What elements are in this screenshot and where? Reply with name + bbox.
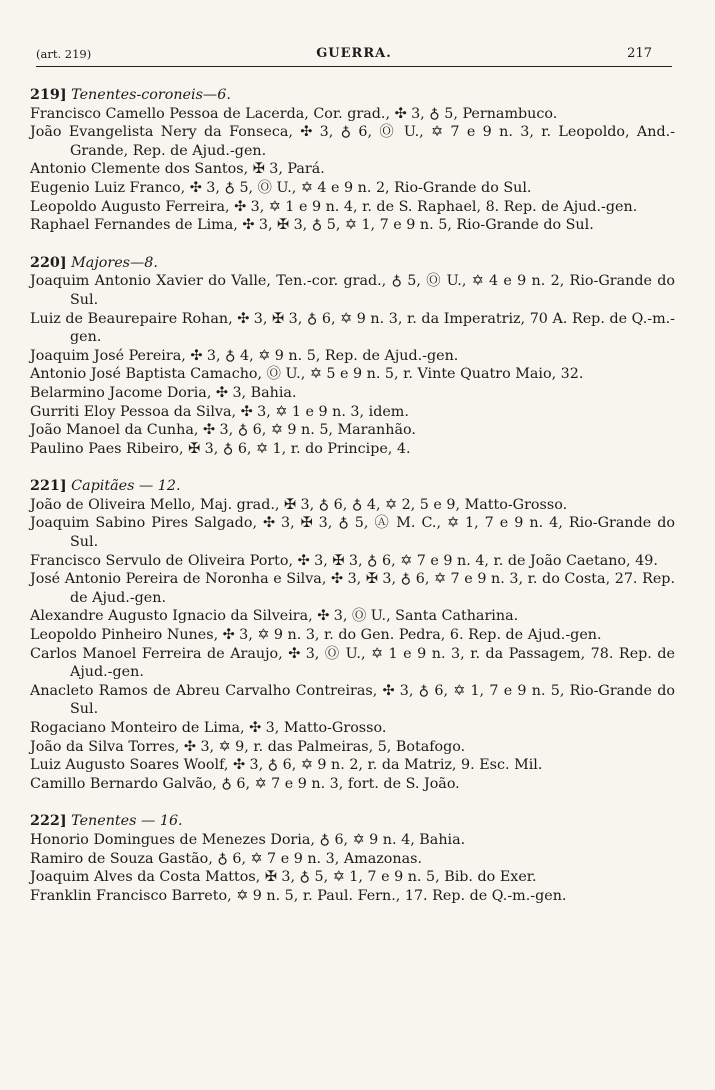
officer-entry bbox=[30, 496, 675, 515]
running-title: GUERRA. bbox=[316, 46, 392, 61]
officer-details: , ✠ 3, ♁ 6, ✡ 1, r. do Principe, 4. bbox=[179, 440, 411, 457]
section-number: 220] bbox=[30, 254, 67, 271]
officer-details: , Ⓞ U., ✡ 5 e 9 n. 5, r. Vinte Quatro Maio, 32. bbox=[257, 366, 584, 383]
officer-entry bbox=[30, 607, 675, 626]
sections-container bbox=[30, 86, 675, 924]
officer-details: , ✣ 3, ♁ 4, ✡ 9 n. 5, Rep. de Ajud.-gen. bbox=[181, 347, 459, 364]
section-heading bbox=[30, 477, 675, 496]
officer-entry bbox=[30, 440, 675, 459]
officer-details: , ✣ 3, ✡ 9, r. das Palmeiras, 5, Botafogo. bbox=[174, 738, 466, 755]
officer-name: Leopoldo Pinheiro Nunes bbox=[30, 627, 214, 644]
officer-entry bbox=[30, 738, 675, 757]
officer-name: Alexandre Augusto Ignacio da Silveira bbox=[30, 608, 309, 625]
officer-name: Paulino Paes Ribeiro bbox=[30, 440, 180, 457]
officer-name: Joaquim Antonio Xavier do Valle bbox=[30, 273, 267, 290]
officer-entry bbox=[30, 868, 675, 887]
officer-entry bbox=[30, 198, 675, 217]
officer-details: , ✣ 3, ♁ 6, ✡ 9 n. 5, Maranhão. bbox=[193, 422, 416, 439]
officer-details: , ♁ 6, ✡ 9 n. 4, Bahia. bbox=[310, 831, 466, 848]
section-number: 222] bbox=[30, 813, 67, 830]
section-number: 221] bbox=[30, 478, 67, 495]
officer-details: , Ten.-cor. grad., ♁ 5, Ⓞ U., ✡ 4 e 9 n. 2, Rio-Grande do Sul. bbox=[70, 273, 676, 308]
officer-entry bbox=[30, 626, 675, 645]
officer-entry bbox=[30, 403, 675, 422]
officer-details: , ✣ 3, Ⓞ U., Santa Catharina. bbox=[308, 608, 519, 625]
officer-name: Luiz de Beaurepaire Rohan bbox=[30, 310, 229, 327]
officer-name: José Antonio Pereira de Noronha e Silva bbox=[30, 571, 322, 588]
officer-details: , ✣ 3, ✠ 3, ♁ 5, Ⓐ M. C., ✡ 1, 7 e 9 n. 4, Rio-Grande do Sul. bbox=[70, 515, 675, 551]
page-header bbox=[36, 44, 672, 67]
officer-entry bbox=[30, 384, 675, 403]
officer-details: , Maj. grad., ✠ 3, ♁ 6, ♁ 4, ✡ 2, 5 e 9, Matto-Grosso. bbox=[190, 496, 568, 513]
officer-entry bbox=[30, 850, 675, 869]
officer-name: Camillo Bernardo Galvão bbox=[30, 775, 213, 792]
officer-details: , ✣ 3, Bahia. bbox=[206, 384, 297, 401]
officer-name: Anacleto Ramos de Abreu Carvalho Contreiras bbox=[30, 682, 373, 699]
officer-entry bbox=[30, 216, 675, 235]
officer-name: Raphael Fernandes de Lima bbox=[30, 217, 234, 234]
article-reference: (art. 219) bbox=[36, 47, 92, 61]
officer-name: Ramiro de Souza Gastão bbox=[30, 850, 209, 867]
officer-name: Francisco Camello Pessoa de Lacerda bbox=[30, 105, 305, 122]
officer-entry bbox=[30, 365, 675, 384]
section-heading bbox=[30, 812, 675, 831]
section-title: Tenentes-coroneis—6. bbox=[71, 87, 231, 103]
officer-details: , ✠ 3, Pará. bbox=[243, 161, 325, 178]
officer-details: , ♁ 6, ✡ 7 e 9 n. 3, fort. de S. João. bbox=[212, 775, 460, 792]
officer-name: Franklin Francisco Barreto bbox=[30, 887, 228, 904]
officer-details: , ✣ 3, ♁ 6, ✡ 1, 7 e 9 n. 5, Rio-Grande do Sul. bbox=[70, 682, 676, 718]
officer-details: , ✣ 3, Matto-Grosso. bbox=[240, 720, 387, 736]
officer-details: , ✠ 3, ♁ 5, ✡ 1, 7 e 9 n. 5, Bib. do Exer. bbox=[255, 869, 537, 886]
officer-name: João Evangelista Nery da Fonseca bbox=[30, 124, 289, 141]
section-title: Tenentes — 16. bbox=[71, 813, 183, 830]
officer-name: João de Oliveira Mello bbox=[30, 496, 191, 513]
officer-name: Antonio Clemente dos Santos bbox=[30, 161, 244, 178]
section-number: 219] bbox=[30, 87, 67, 103]
officer-entry bbox=[30, 123, 675, 160]
officer-details: , ✣ 3, ✡ 1 e 9 n. 4, r. de S. Raphael, 8. Rep. de Ajud.-gen. bbox=[224, 198, 638, 215]
officer-entry bbox=[30, 682, 675, 719]
officer-entry bbox=[30, 719, 675, 738]
officer-details: , ✡ 9 n. 5, r. Paul. Fern., 17. Rep. de Q.-m.-gen. bbox=[227, 887, 567, 904]
page-number: 217 bbox=[627, 46, 652, 61]
officer-name: Francisco Servulo de Oliveira Porto bbox=[30, 552, 289, 569]
roster-section bbox=[30, 254, 675, 459]
officer-name: Luiz Augusto Soares Woolf bbox=[30, 757, 224, 774]
officer-entry bbox=[30, 552, 675, 571]
officer-details: , Cor. grad., ✣ 3, ♁ 5, Pernambuco. bbox=[304, 105, 558, 122]
officer-name: Eugenio Luiz Franco bbox=[30, 179, 181, 196]
officer-entry bbox=[30, 105, 675, 124]
section-title: Majores—8. bbox=[71, 254, 158, 271]
officer-entry bbox=[30, 310, 675, 347]
officer-entry bbox=[30, 347, 675, 366]
officer-entry bbox=[30, 645, 675, 682]
roster-section bbox=[30, 812, 675, 905]
officer-details: , ✣ 3, Ⓞ U., ✡ 1 e 9 n. 3, r. da Passagem, 78. Rep. de Ajud.-gen. bbox=[70, 645, 675, 681]
officer-name: João Manoel da Cunha bbox=[30, 422, 194, 439]
officer-details: , ✣ 3, ✠ 3, ♁ 6, ✡ 7 e 9 n. 4, r. de João Caetano, 49. bbox=[288, 552, 658, 569]
officer-name: Antonio José Baptista Camacho bbox=[30, 366, 258, 383]
officer-entry bbox=[30, 160, 675, 179]
officer-entry bbox=[30, 514, 675, 551]
roster-section bbox=[30, 86, 675, 235]
officer-entry bbox=[30, 775, 675, 794]
officer-entry bbox=[30, 179, 675, 198]
officer-entry bbox=[30, 272, 675, 309]
officer-details: , ✣ 3, ✠ 3, ♁ 6, ✡ 9 n. 3, r. da Imperatriz, 70 A. Rep. de Q.-m.-gen. bbox=[70, 310, 676, 346]
section-title: Capitães — 12. bbox=[71, 478, 181, 495]
officer-name: Joaquim José Pereira bbox=[30, 347, 182, 364]
officer-name: Rogaciano Monteiro de Lima bbox=[30, 720, 241, 736]
officer-entry bbox=[30, 756, 675, 775]
officer-name: Carlos Manoel Ferreira de Araujo bbox=[30, 645, 279, 662]
officer-details: , ✣ 3, ♁ 5, Ⓞ U., ✡ 4 e 9 n. 2, Rio-Grande do Sul. bbox=[180, 179, 532, 196]
officer-details: , ✣ 3, ♁ 6, Ⓞ U., ✡ 7 e 9 n. 3, r. Leopoldo, And.-Grande, Rep. de Ajud.-gen. bbox=[70, 124, 675, 159]
officer-name: Belarmino Jacome Doria bbox=[30, 384, 207, 401]
officer-details: , ♁ 6, ✡ 7 e 9 n. 3, Amazonas. bbox=[208, 850, 422, 867]
section-heading bbox=[30, 254, 675, 273]
officer-entry bbox=[30, 421, 675, 440]
officer-name: Honorio Domingues de Menezes Doria bbox=[30, 831, 311, 848]
officer-name: João da Silva Torres bbox=[30, 738, 175, 755]
officer-name: Joaquim Sabino Pires Salgado bbox=[30, 515, 253, 532]
officer-entry bbox=[30, 570, 675, 607]
officer-entry bbox=[30, 831, 675, 850]
roster-section bbox=[30, 477, 675, 793]
officer-details: , ✣ 3, ✠ 3, ♁ 5, ✡ 1, 7 e 9 n. 5, Rio-Grande do Sul. bbox=[233, 217, 594, 234]
officer-details: , ✣ 3, ✡ 1 e 9 n. 3, idem. bbox=[231, 403, 409, 420]
officer-details: , ✣ 3, ✠ 3, ♁ 6, ✡ 7 e 9 n. 3, r. do Costa, 27. Rep. de Ajud.-gen. bbox=[70, 571, 675, 606]
section-heading bbox=[30, 86, 675, 105]
officer-entry bbox=[30, 887, 675, 906]
officer-details: , ✣ 3, ✡ 9 n. 3, r. do Gen. Pedra, 6. Rep. de Ajud.-gen. bbox=[213, 627, 602, 644]
officer-details: , ✣ 3, ♁ 6, ✡ 9 n. 2, r. da Matriz, 9. Esc. Mil. bbox=[223, 757, 543, 774]
officer-name: Gurriti Eloy Pessoa da Silva bbox=[30, 403, 232, 420]
officer-name: Joaquim Alves da Costa Mattos bbox=[30, 869, 256, 886]
officer-name: Leopoldo Augusto Ferreira bbox=[30, 198, 225, 215]
